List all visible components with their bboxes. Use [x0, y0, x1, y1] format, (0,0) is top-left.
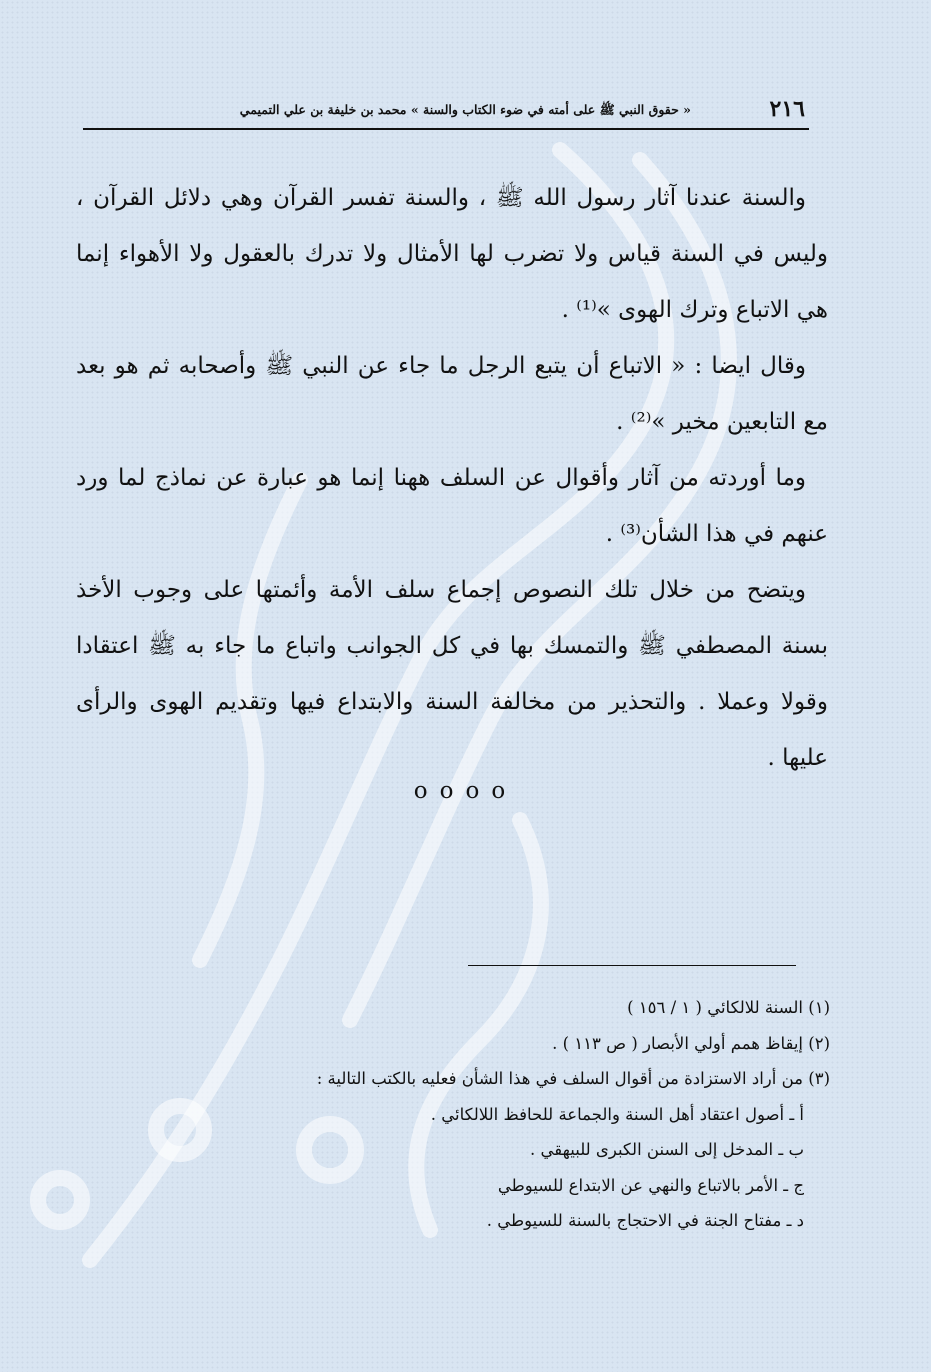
paragraph: ويتضح من خلال تلك النصوص إجماع سلف الأمة وأئمتها على وجوب الأخذ بسنة المصطفي ﷺ والتمسك بها في كل الجوانب واتباع ما جاء به ﷺ اعتقادا وقولا وعملا . والتحذير من مخالفة السنة والابتداع فيها وتقديم الهوى والرأى عليها .	[76, 577, 828, 771]
footnotes	[150, 990, 830, 1239]
page-header	[83, 92, 809, 130]
footnote-sub-item: ج ـ الأمر بالاتباع والنهي عن الابتداع للسيوطي	[497, 1175, 804, 1195]
paragraph: وما أوردته من آثار وأقوال عن السلف ههنا إنما هو عبارة عن نماذج لما ورد عنهم في هذا الشأن⁽³⁾ .	[76, 465, 828, 547]
footnote-sub-item: أ ـ أصول اعتقاد أهل السنة والجماعة للحافظ اللالكائي .	[430, 1104, 804, 1124]
section-separator: oooo	[413, 778, 518, 804]
paragraph: وقال ايضا : « الاتباع أن يتبع الرجل ما جاء عن النبي ﷺ وأصحابه ثم هو بعد مع التابعين مخير »⁽²⁾ .	[76, 353, 828, 435]
footnote-item: (٢) إيقاظ همم أولي الأبصار ( ص ١١٣ ) .	[552, 1033, 830, 1053]
footnote-divider	[468, 965, 796, 966]
footnote-sub-item: ب ـ المدخل إلى السنن الكبرى للبيهقي .	[530, 1140, 804, 1159]
paragraph: والسنة عندنا آثار رسول الله ﷺ ، والسنة تفسر القرآن وهي دلائل القرآن ، وليس في السنة قياس ولا تضرب لها الأمثال ولا تدرك بالعقول ولا الأهواء إنما هي الاتباع وترك الهوى »⁽¹⁾ .	[76, 185, 828, 323]
page-number: ٢١٦	[769, 96, 805, 122]
footnote-item: (٣) من أراد الاستزادة من أقوال السلف في هذا الشأن فعليه بالكتب التالية :	[316, 1069, 830, 1088]
running-title: « حقوق النبي ﷺ على أمته في ضوء الكتاب والسنة » محمد بن خليفة بن علي التميمي	[239, 102, 691, 117]
main-text	[76, 170, 828, 786]
footnote-sub-item: د ـ مفتاح الجنة في الاحتجاج بالسنة للسيوطي .	[486, 1211, 804, 1230]
footnote-item: (١) السنة للالكائي ( ١ / ١٥٦ )	[627, 998, 830, 1017]
